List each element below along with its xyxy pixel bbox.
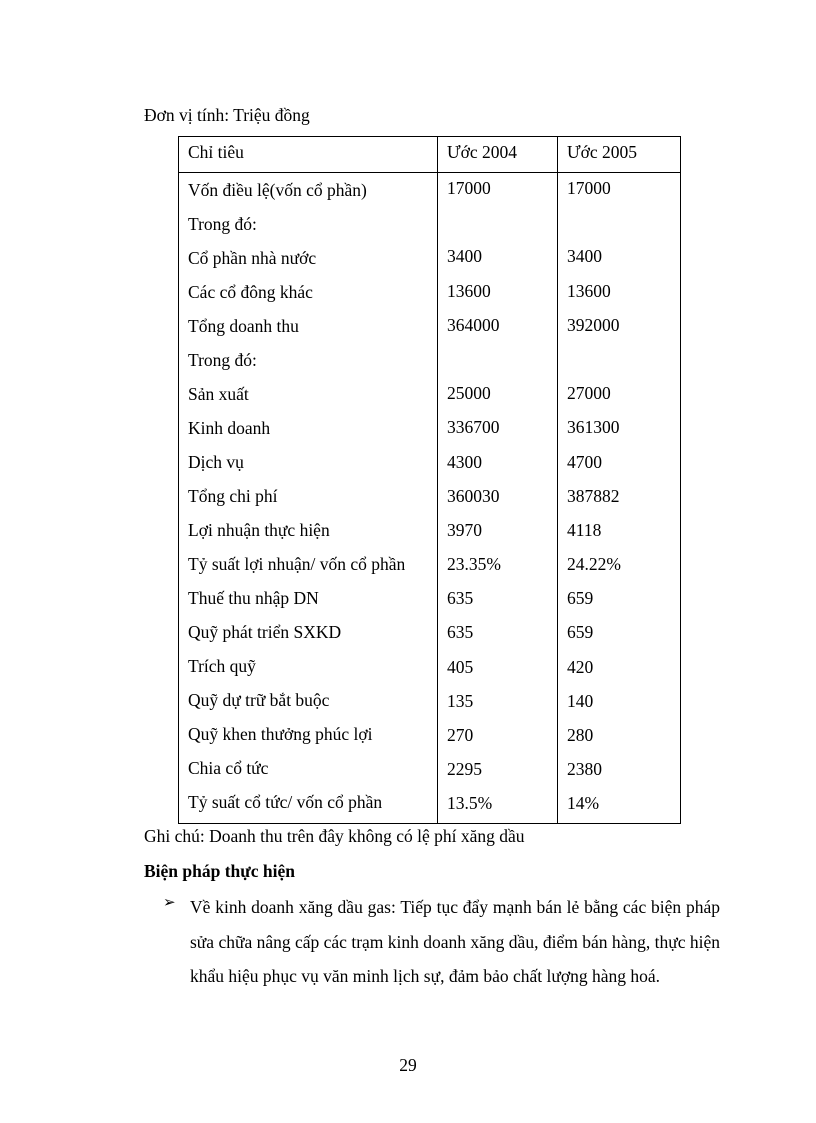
value-2004: 635 <box>447 622 474 643</box>
row-label: Chia cổ tức <box>188 758 269 778</box>
value-2004: 13.5% <box>447 793 493 814</box>
value-2005: 140 <box>567 690 594 711</box>
labels-column <box>179 173 438 824</box>
value-2004: 135 <box>447 690 474 711</box>
value-2005: 420 <box>567 656 594 677</box>
value-2004: 25000 <box>447 383 491 404</box>
financial-table <box>178 136 681 824</box>
value-2004: 635 <box>447 588 474 609</box>
row-label: Lợi nhuận thực hiện <box>188 520 330 540</box>
bullet-paragraph: Về kinh doanh xăng dầu gas: Tiếp tục đẩy mạnh bán lẻ bằng các biện pháp sửa chữa nâng cấp các trạm kinh doanh xăng dầu, điểm bán hàng, thực hiện khẩu hiệu phục vụ văn minh lịch sự, đảm bảo chất lượng hàng hoá. <box>190 897 720 987</box>
value-2005: 387882 <box>567 485 620 506</box>
value-2004: 3400 <box>447 246 482 267</box>
row-label: Thuế thu nhập DN <box>188 588 319 608</box>
value-2004: 13600 <box>447 280 491 301</box>
value-2004: 4300 <box>447 451 482 472</box>
value-2005: 659 <box>567 588 594 609</box>
header-chi-tieu: Chỉ tiêu <box>179 137 438 173</box>
header-uoc-2004: Ước 2004 <box>438 137 558 173</box>
values-2005-column <box>558 173 681 824</box>
row-label: Tỷ suất lợi nhuận/ vốn cổ phần <box>188 554 406 574</box>
value-2005: 3400 <box>567 246 602 267</box>
page-number: 29 <box>399 1055 417 1075</box>
value-2005: 24.22% <box>567 554 621 575</box>
row-label: Các cổ đông khác <box>188 282 313 302</box>
value-2004 <box>447 344 548 378</box>
row-label: Quỹ dự trữ bắt buộc <box>188 690 330 710</box>
row-label: Trích quỹ <box>188 656 256 676</box>
value-2005: 13600 <box>567 280 611 301</box>
value-2004: 3970 <box>447 519 482 540</box>
value-2004: 360030 <box>447 485 500 506</box>
row-label: Sản xuất <box>188 384 249 404</box>
row-label: Quỹ phát triển SXKD <box>188 622 342 642</box>
financial-table-container <box>178 136 681 824</box>
table-note: Ghi chú: Doanh thu trên đây không có lệ phí xăng dầu <box>144 826 525 846</box>
value-2004: 405 <box>447 656 474 677</box>
value-2004: 270 <box>447 725 474 745</box>
value-2005: 4118 <box>567 519 602 540</box>
row-label: Tỷ suất cổ tức/ vốn cổ phần <box>188 792 383 812</box>
row-label: Vốn điều lệ(vốn cổ phần) <box>188 180 367 200</box>
row-label: Tổng chi phí <box>188 486 278 506</box>
value-2005 <box>567 207 671 241</box>
value-2004 <box>447 207 548 241</box>
value-2005: 659 <box>567 622 594 643</box>
arrow-bullet-icon: ➢ <box>163 895 176 911</box>
value-2005: 361300 <box>567 417 620 438</box>
value-2004: 364000 <box>447 314 500 335</box>
table-body-row <box>179 173 681 824</box>
value-2005: 392000 <box>567 314 620 335</box>
row-label: Kinh doanh <box>188 418 271 438</box>
unit-label: Đơn vị tính: Triệu đồng <box>144 105 310 125</box>
row-label: Trong đó: <box>188 350 257 370</box>
table-header-row <box>179 137 681 173</box>
section-heading: Biện pháp thực hiện <box>144 861 296 881</box>
value-2005 <box>567 344 671 378</box>
value-2005: 27000 <box>567 383 611 404</box>
value-2005: 280 <box>567 725 594 745</box>
value-2005: 4700 <box>567 451 602 472</box>
value-2004: 23.35% <box>447 554 501 575</box>
row-label: Dịch vụ <box>188 452 244 472</box>
value-2005: 2380 <box>567 759 602 780</box>
row-label: Tổng doanh thu <box>188 316 299 336</box>
value-2004: 2295 <box>447 759 482 780</box>
row-label: Quỹ khen thưởng phúc lợi <box>188 724 373 744</box>
row-label: Trong đó: <box>188 214 257 234</box>
value-2005: 17000 <box>567 178 611 198</box>
value-2004: 17000 <box>447 178 491 198</box>
values-2004-column <box>438 173 558 824</box>
value-2004: 336700 <box>447 417 500 438</box>
value-2005: 14% <box>567 793 600 814</box>
row-label: Cổ phần nhà nước <box>188 248 317 268</box>
header-uoc-2005: Ước 2005 <box>558 137 681 173</box>
